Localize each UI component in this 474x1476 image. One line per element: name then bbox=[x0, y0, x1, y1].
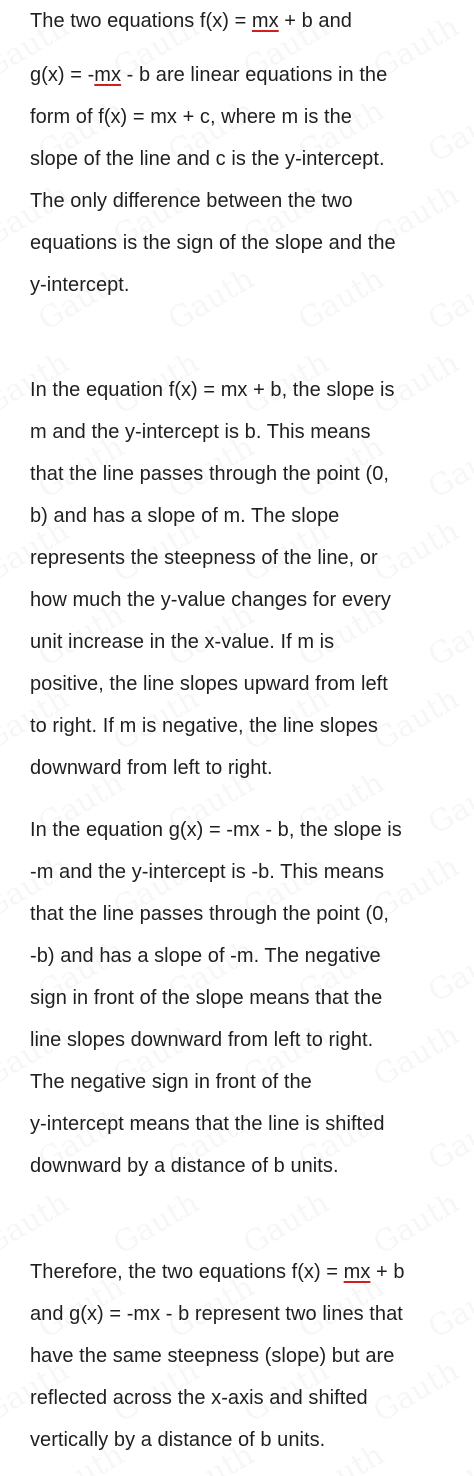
watermark-text bbox=[422, 597, 474, 674]
text-line: that the line passes through the point (0, bbox=[30, 903, 390, 925]
text-line: y-intercept means that the line is shifted bbox=[30, 1113, 385, 1135]
text-line: -b) and has a slope of -m. The negative bbox=[30, 945, 381, 967]
text-line: that the line passes through the point (0, bbox=[30, 463, 390, 485]
text-line: m and the y-intercept is b. This means bbox=[30, 421, 371, 443]
watermark-text bbox=[0, 1185, 75, 1262]
text-line: Therefore, the two equations f(x) = mx + b bbox=[30, 1261, 405, 1283]
watermark-text bbox=[422, 93, 474, 170]
watermark-text bbox=[292, 261, 390, 338]
text-line: have the same steepness (slope) but are bbox=[30, 1345, 395, 1367]
watermark-text bbox=[422, 429, 474, 506]
text-line: g(x) = -mx - b are linear equations in the bbox=[30, 64, 388, 86]
watermark-text bbox=[422, 765, 474, 842]
text-line: downward from left to right. bbox=[30, 757, 273, 779]
text-line: b) and has a slope of m. The slope bbox=[30, 505, 340, 527]
text-line: how much the y-value changes for every bbox=[30, 589, 391, 611]
text-line: positive, the line slopes upward from left bbox=[30, 673, 388, 695]
text-line: downward by a distance of b units. bbox=[30, 1155, 339, 1177]
text-line: line slopes downward from left to right. bbox=[30, 1029, 374, 1051]
watermark-text bbox=[237, 1185, 335, 1262]
watermark-text bbox=[367, 1185, 465, 1262]
text-line: reflected across the x-axis and shifted bbox=[30, 1387, 368, 1409]
underlined-term: mx bbox=[251, 10, 279, 32]
text-line: and g(x) = -mx - b represent two lines that bbox=[30, 1303, 403, 1325]
watermark-text bbox=[367, 513, 465, 590]
watermark-text bbox=[422, 1269, 474, 1346]
watermark-text bbox=[422, 933, 474, 1010]
text-line: represents the steepness of the line, or bbox=[30, 547, 378, 569]
watermark-text bbox=[162, 261, 260, 338]
text-line: vertically by a distance of b units. bbox=[30, 1429, 326, 1451]
underlined-term: mx bbox=[343, 1261, 371, 1283]
text-line: The negative sign in front of the bbox=[30, 1071, 312, 1093]
text-line: to right. If m is negative, the line slopes bbox=[30, 715, 378, 737]
text-line: unit increase in the x-value. If m is bbox=[30, 631, 335, 653]
watermark-text bbox=[367, 1017, 465, 1094]
underlined-term: mx bbox=[94, 64, 122, 86]
text-line: equations is the sign of the slope and the bbox=[30, 232, 396, 254]
text-line: The two equations f(x) = mx + b and bbox=[30, 10, 352, 32]
text-line: The only difference between the two bbox=[30, 190, 353, 212]
watermark-text bbox=[422, 1437, 474, 1476]
text-line: sign in front of the slope means that the bbox=[30, 987, 383, 1009]
text-line: y-intercept. bbox=[30, 274, 130, 296]
text-line: In the equation f(x) = mx + b, the slope is bbox=[30, 379, 395, 401]
text-line: In the equation g(x) = -mx - b, the slope is bbox=[30, 819, 402, 841]
text-line: -m and the y-intercept is -b. This means bbox=[30, 861, 384, 883]
watermark-text bbox=[422, 261, 474, 338]
watermark-text bbox=[422, 1101, 474, 1178]
watermark-text bbox=[107, 1185, 205, 1262]
text-line: form of f(x) = mx + c, where m is the bbox=[30, 106, 352, 128]
text-line: slope of the line and c is the y-intercept. bbox=[30, 148, 385, 170]
